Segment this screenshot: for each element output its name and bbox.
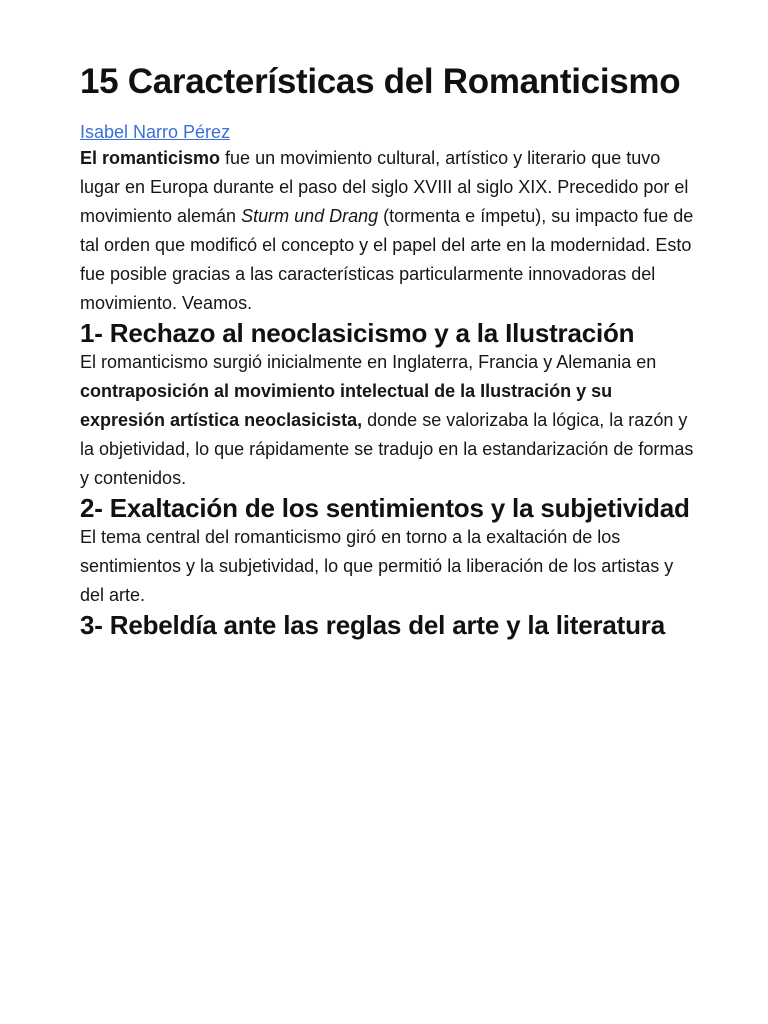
section-2-paragraph: El tema central del romanticismo giró en torno a la exaltación de los sentimientos y la subjetividad, lo que permitió la liberación de los artistas y del arte. [80, 527, 674, 605]
section-1-text-2: donde se valorizaba la lógica, la razón y la objetividad, lo que rápidamente se tradujo en la estandarización de formas y contenidos. [80, 410, 694, 488]
intro-italic-term: Sturm und Drang [241, 206, 379, 226]
author-link[interactable]: Isabel Narro Pérez [80, 122, 231, 142]
section-1-text-1: El romanticismo surgió inicialmente en Inglaterra, Francia y Alemania en [80, 352, 657, 372]
intro-text-1: fue un movimiento cultural, artístico y literario que tuvo lugar en Europa durante el paso del siglo XVIII al siglo XIX. Precedido por el movimiento alemán [80, 148, 689, 226]
section-3-heading: 3- Rebeldía ante las reglas del arte y la literatura [80, 610, 665, 640]
section-1-bold: contraposición al movimiento intelectual de la Ilustración y su expresión artística neoclasicista, [80, 381, 613, 430]
intro-bold-lead: El romanticismo [80, 148, 221, 168]
section-1-paragraph [80, 348, 700, 493]
intro-text-2: (tormenta e ímpetu), su impacto fue de tal orden que modificó el concepto y el papel del arte en la modernidad. Esto fue posible gracias a las características particularmente innovadoras del movimiento. Veamos. [80, 206, 694, 313]
intro-paragraph [80, 144, 700, 318]
section-2-heading: 2- Exaltación de los sentimientos y la subjetividad [80, 493, 690, 523]
article [80, 60, 700, 640]
article-title: 15 Características del Romanticismo [80, 62, 681, 101]
section-1-heading: 1- Rechazo al neoclasicismo y a la Ilustración [80, 318, 635, 348]
